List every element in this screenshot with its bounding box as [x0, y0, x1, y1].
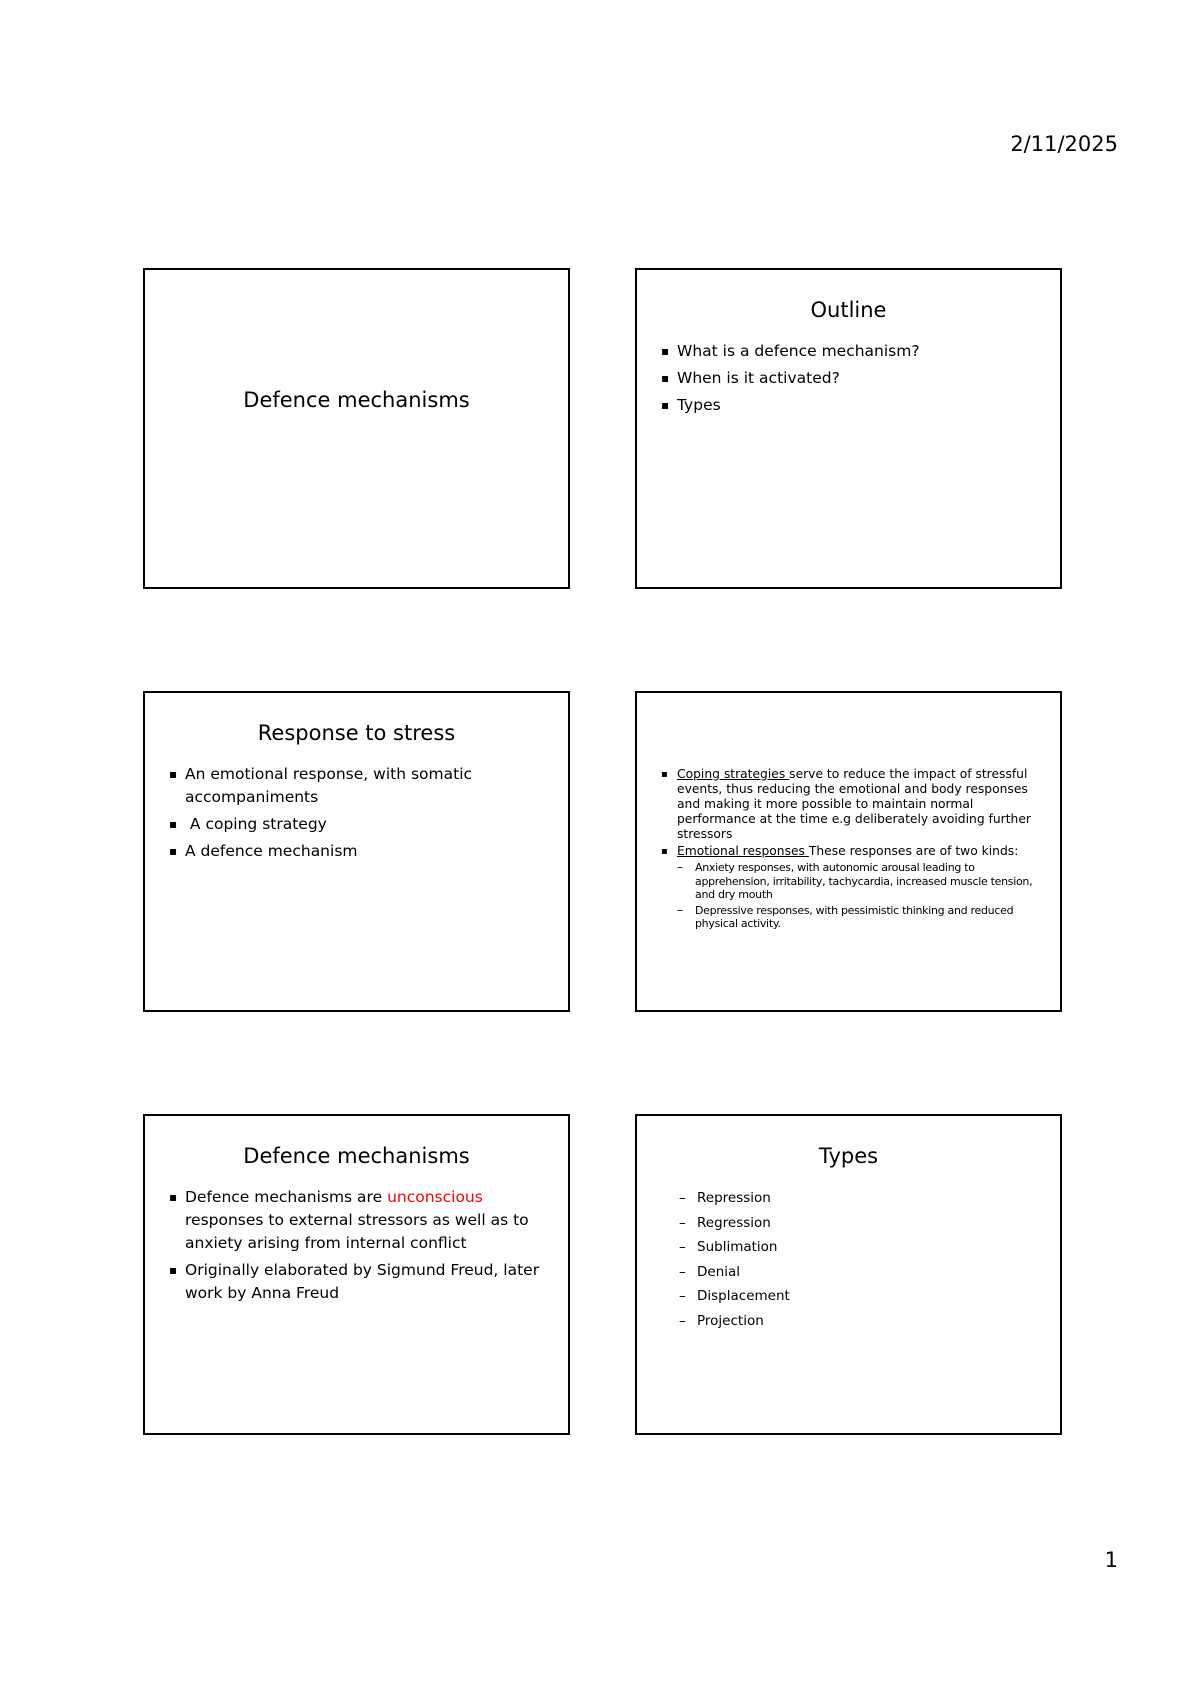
slide-1 — [143, 268, 570, 589]
bullet-item — [677, 767, 1038, 842]
bullet-item: ▪ When is it activated? — [677, 367, 1038, 390]
type-item: – Regression — [697, 1211, 1060, 1236]
page-date: 2/11/2025 — [1010, 132, 1118, 156]
slide-3 — [143, 691, 570, 1012]
slide-5 — [143, 1114, 570, 1435]
bullet-text: responses to external stressors as well as to anxiety arising from internal conflict — [185, 1211, 529, 1252]
bullet-list — [637, 340, 1060, 417]
type-item: – Sublimation — [697, 1235, 1060, 1260]
slide-2 — [635, 268, 1062, 589]
bullet-list — [145, 1186, 568, 1305]
slide-title: Defence mechanisms — [243, 1144, 470, 1168]
slide-title: Types — [818, 1144, 879, 1168]
bullet-item — [677, 844, 1038, 931]
slide-4 — [635, 691, 1062, 1012]
bullet-item: ▪ A defence mechanism — [185, 840, 546, 863]
slide-body — [637, 693, 1060, 931]
type-item: – Projection — [697, 1309, 1060, 1334]
bullet-item: ▪ Originally elaborated by Sigmund Freud, later work by Anna Freud — [185, 1259, 546, 1305]
slide-title: Defence mechanisms — [243, 388, 470, 412]
type-item: – Displacement — [697, 1284, 1060, 1309]
highlight-text: unconscious — [387, 1188, 483, 1206]
bullet-list — [677, 767, 1038, 931]
bullet-item — [185, 1186, 546, 1255]
bullet-item: ▪ What is a defence mechanism? — [677, 340, 1038, 363]
emotional-responses-text: These responses are of two kinds: — [808, 844, 1019, 858]
sub-bullet-item: – Anxiety responses, with autonomic arousal leading to apprehension, irritability, tachycardia, increased muscle tension, and dry mouth — [695, 861, 1038, 902]
sub-bullet-list — [677, 861, 1038, 931]
coping-strategies-text: serve to reduce the impact of stressful events, thus reducing the emotional and body responses and making it more possible to maintain normal performance at the time e.g deliberately avoiding further stressors — [677, 767, 1031, 841]
slide-6 — [635, 1114, 1062, 1435]
coping-strategies-term: Coping strategies — [677, 767, 790, 781]
bullet-text: Defence mechanisms are — [185, 1188, 388, 1206]
type-item: – Repression — [697, 1186, 1060, 1211]
slide-title: Outline — [810, 298, 887, 322]
slide-title: Response to stress — [257, 721, 456, 745]
bullet-list — [145, 763, 568, 863]
bullet-item: ▪ Types — [677, 394, 1038, 417]
bullet-item: ▪ A coping strategy — [185, 813, 546, 836]
sub-bullet-item: – Depressive responses, with pessimistic thinking and reduced physical activity. — [695, 904, 1038, 931]
type-item: – Denial — [697, 1260, 1060, 1285]
page-number: 1 — [1104, 1548, 1118, 1572]
bullet-item: ▪ An emotional response, with somatic accompaniments — [185, 763, 546, 809]
emotional-responses-term: Emotional responses — [677, 844, 809, 858]
types-list — [637, 1186, 1060, 1333]
